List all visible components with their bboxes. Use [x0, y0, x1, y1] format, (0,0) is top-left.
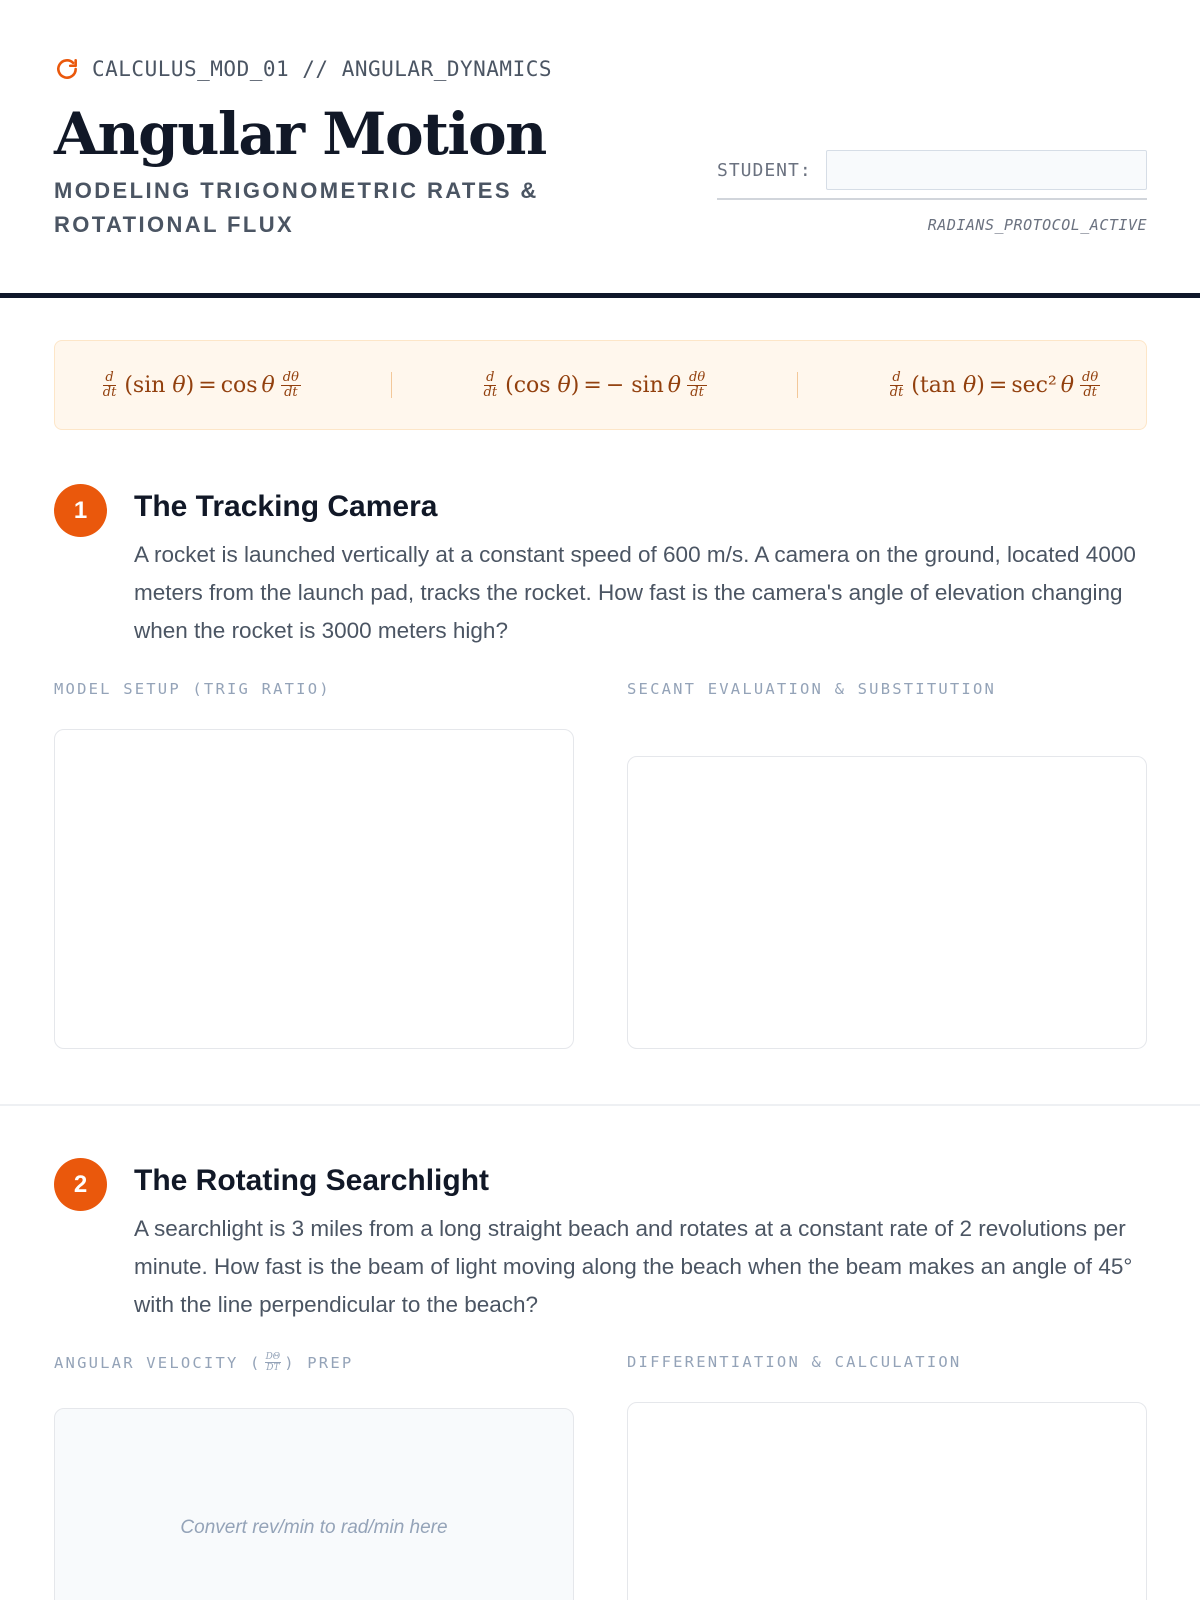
derivative-formula-banner — [54, 340, 1147, 430]
student-name-row — [717, 150, 1147, 200]
student-name-input[interactable] — [826, 150, 1147, 190]
formula-separator — [391, 372, 393, 398]
problem-1 — [54, 484, 1147, 1049]
student-label: STUDENT: — [717, 159, 812, 181]
problem-2 — [54, 1158, 1147, 1600]
problem-title: The Tracking Camera — [134, 490, 438, 523]
protocol-tag: RADIANS_PROTOCOL_ACTIVE — [927, 216, 1147, 234]
header-divider — [0, 293, 1200, 298]
work-area-angular-velocity[interactable] — [54, 1408, 574, 1600]
page-subtitle: MODELING TRIGONOMETRIC RATES & ROTATIONAL FLUX — [54, 178, 539, 237]
refresh-icon — [54, 56, 80, 82]
problem-number-badge: 1 — [54, 484, 107, 537]
formula-cos: $\frac{d}{dt}$ (cos θ) = − sin θ $\frac{d\theta}{dt}$ — [483, 369, 706, 400]
work-area-model-setup[interactable] — [54, 729, 574, 1049]
module-label: CALCULUS_MOD_01 // ANGULAR_DYNAMICS — [92, 57, 553, 81]
section-divider — [0, 1104, 1200, 1106]
worksheet-header — [54, 0, 1147, 295]
problem-number-badge: 2 — [54, 1158, 107, 1211]
work-area-differentiation[interactable] — [627, 1402, 1147, 1600]
work-area-hint: Convert rev/min to rad/min here — [180, 1517, 448, 1538]
module-line — [54, 56, 552, 82]
work-label-right: SECANT EVALUATION & SUBSTITUTION — [627, 680, 997, 698]
problem-text: A rocket is launched vertically at a constant speed of 600 m/s. A camera on the ground, located 4000 meters from the launch pad, tracks the rocket. How fast is the camera's angle of elevation changing when the rocket is 3000 meters high? — [134, 542, 1136, 643]
work-label-left: ANGULAR VELOCITY ( $\frac{D\Theta}{DT}$ ) PREP — [54, 1352, 354, 1373]
work-area-secant-evaluation[interactable] — [627, 756, 1147, 1049]
problem-title: The Rotating Searchlight — [134, 1164, 490, 1197]
problem-text: A searchlight is 3 miles from a long straight beach and rotates at a constant rate of 2 revolutions per minute. How fast is the beam of light moving along the beach when the beam makes an angle of 45° with the line perpendicular to the beach? — [134, 1216, 1133, 1317]
formula-sin: $\frac{d}{dt}$ (sin θ) = cos θ $\frac{d\theta}{dt}$ — [102, 369, 299, 400]
formula-tan: $\frac{d}{dt}$ (tan θ) = sec² θ $\frac{d\theta}{dt}$ — [889, 369, 1099, 400]
work-label-left: MODEL SETUP (TRIG RATIO) — [54, 680, 331, 698]
dtheta-dt-fraction: $\frac{D\Theta}{DT}$ — [265, 1352, 281, 1373]
formula-separator — [797, 372, 799, 398]
page-title: Angular Motion — [54, 100, 546, 168]
work-label-right: DIFFERENTIATION & CALCULATION — [627, 1353, 962, 1371]
